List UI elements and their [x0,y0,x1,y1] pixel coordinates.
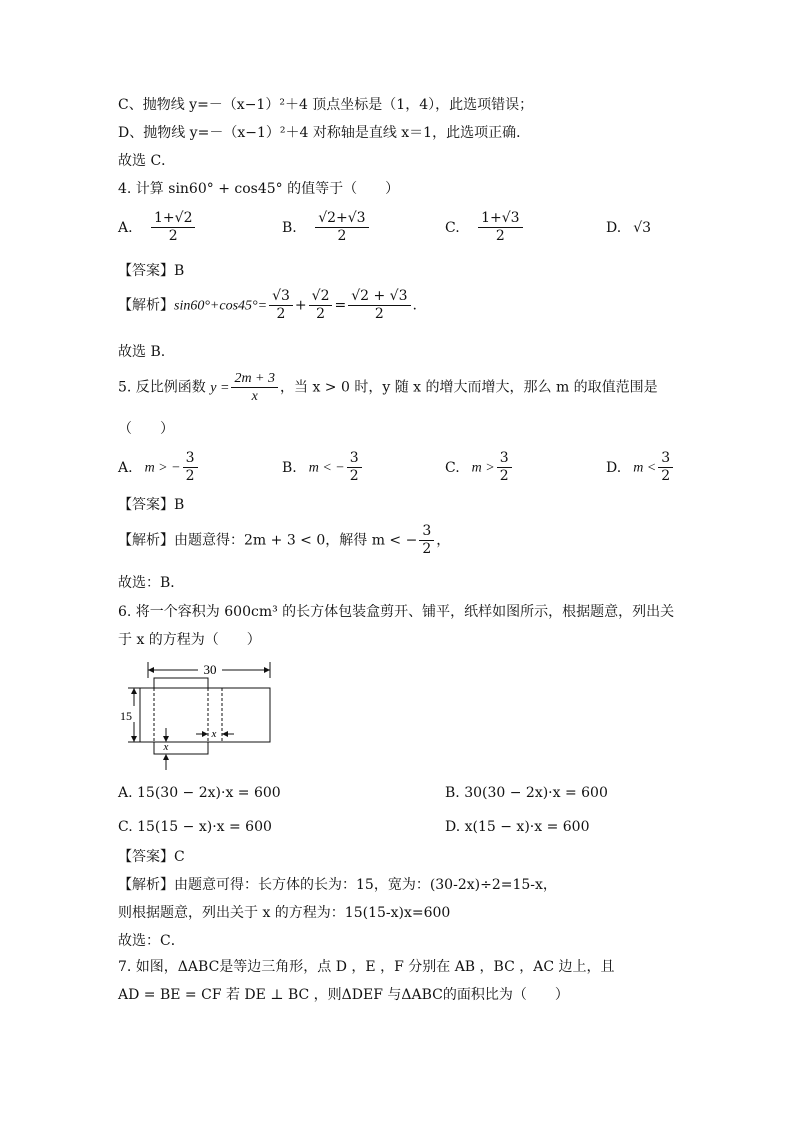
option-label: C. [445,459,460,476]
x-label-right: x [211,728,217,740]
q6-option-a[interactable]: A. 15(30 − 2x)·x = 600 [118,785,281,801]
fraction: $\frac{√2}{2}$ [309,288,333,323]
q4-option-d[interactable] [606,220,651,236]
option-label: B. [282,219,297,236]
q6-explanation-line1: 【解析】由题意可得：长方体的长为：15，宽为：(30-2x)÷2=15-x， [118,877,557,893]
width-label: 30 [203,662,217,677]
fraction: $\frac{√3}{2}$ [269,288,293,323]
option-label: D. [606,220,622,236]
q6-option-c[interactable]: C. 15(15 − x)·x = 600 [118,819,272,835]
q5-answer: 【答案】B [118,497,185,513]
choice-conclusion: 故选 C． [118,153,176,169]
q6-conclusion: 故选：C． [118,933,185,949]
q4-answer: 【答案】B [118,263,185,279]
x-label-bottom: x [163,741,169,753]
fraction: $\frac{3}{2}$ [658,450,673,485]
q5-option-c[interactable]: C. m > $\frac{3}{2}$ [445,450,514,485]
q7-stem-line1: 7. 如图，ΔABC是等边三角形，点 D ，E ，F 分别在 AB ，BC ，AC 边上，且 [118,959,615,975]
fraction: $\frac{2m + 3}{x}$ [231,370,278,405]
q4-explanation: 【解析】sin60°+cos45°= $\frac{√3}{2}$ + $\frac{√2}{2}$ = $\frac{√2 + √3}{2}$ . [118,288,417,322]
fraction: $\frac{√2+√3}{2}$ [315,210,368,245]
height-label: 15 [120,709,132,723]
q6-stem-line2: 于 x 的方程为（ ） [118,632,261,648]
fraction: $\frac{3}{2}$ [497,450,512,485]
q6-stem-line1: 6. 将一个容积为 600cm³ 的长方体包装盒剪开、铺平，纸样如图所示，根据题意，列出关 [118,604,675,620]
option-value: √3 [633,220,652,236]
q5-option-d[interactable]: D. m < $\frac{3}{2}$ [606,450,675,485]
option-label: B. [282,459,297,476]
fraction: $\frac{√2 + √3}{2}$ [348,288,410,323]
q7-stem-line2: AD = BE = CF 若 DE ⊥ BC ，则ΔDEF 与ΔABC的面积比为（ ） [118,987,569,1003]
q5-option-b[interactable]: B. m < − $\frac{3}{2}$ [282,450,364,485]
q6-option-b[interactable]: B. 30(30 − 2x)·x = 600 [445,785,608,801]
q5-paren: （ ） [118,421,174,437]
q5-stem: 5. 反比例函数 y = $\frac{2m + 3}{x}$ ，当 x > 0 时，y 随 x 的增大而增大，那么 m 的取值范围是 [118,371,658,404]
q4-option-a[interactable] [118,210,197,245]
option-label: A. [118,459,133,476]
fraction: $\frac{3}{2}$ [183,450,198,485]
option-d-explanation: D、抛物线 y=－（x−1）²＋4 对称轴是直线 x＝1，此选项正确． [118,125,531,141]
option-c-explanation: C、抛物线 y=－（x−1）²＋4 顶点坐标是（1，4），此选项错误； [118,97,534,113]
q5-option-a[interactable]: A. m > − $\frac{3}{2}$ [118,450,200,485]
option-label: C. [445,219,460,236]
q4-option-b[interactable] [282,210,371,245]
q4-stem: 4. 计算 sin60° + cos45° 的值等于（ ） [118,181,400,197]
q5-conclusion: 故选：B． [118,575,185,591]
fraction: $\frac{3}{2}$ [347,450,362,485]
option-label: A. [118,219,133,236]
q5-explanation: 【解析】由题意得：2m + 3 < 0，解得 m < − $\frac{3}{2}$ ， [118,523,451,557]
q6-answer: 【答案】C [118,849,185,865]
box-net-figure [118,658,278,774]
fraction: $\frac{1+√3}{2}$ [478,210,522,245]
q4-option-c[interactable] [445,210,525,245]
q4-conclusion: 故选 B. [118,344,166,360]
option-label: D. [606,459,622,476]
fraction: $\frac{1+√2}{2}$ [151,210,195,245]
fraction: $\frac{3}{2}$ [419,523,434,558]
q6-option-d[interactable]: D. x(15 − x)·x = 600 [445,819,590,835]
q6-explanation-line2: 则根据题意，列出关于 x 的方程为：15(15-x)x=600 [118,905,451,921]
